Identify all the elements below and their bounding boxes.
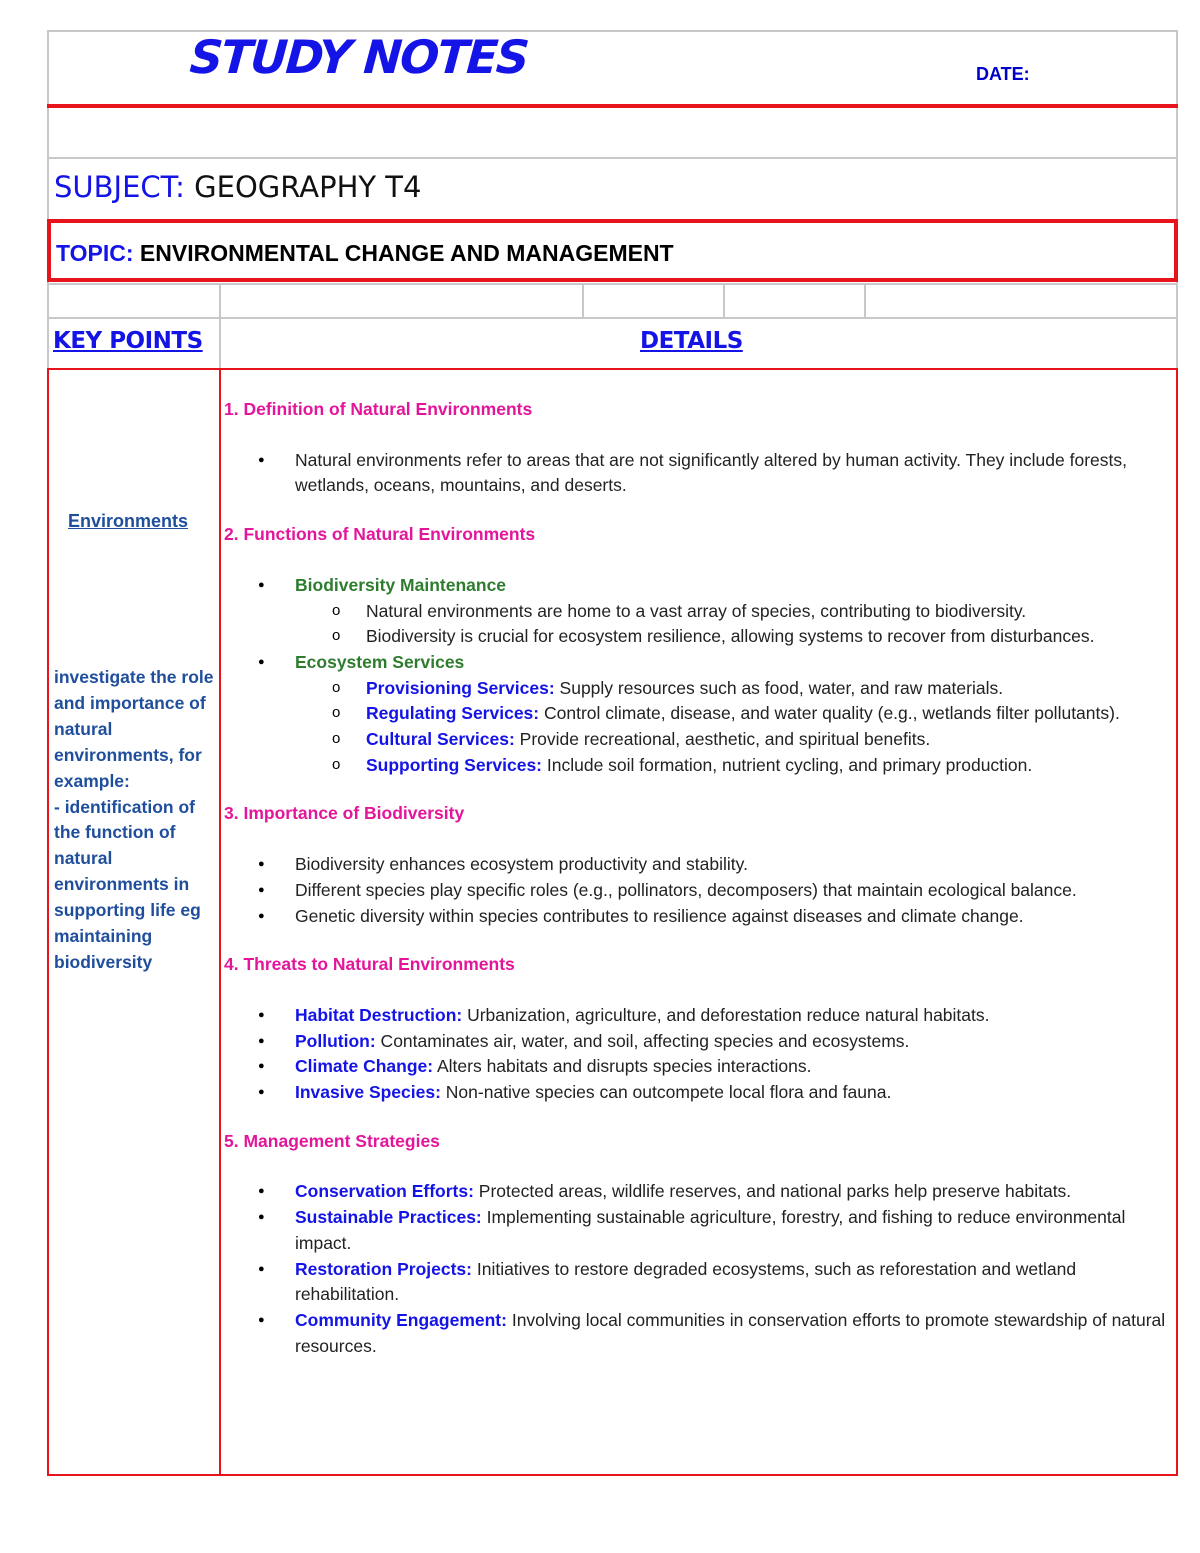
section-title: 1. Definition of Natural Environments [224,399,533,419]
sub-list-item [366,701,1176,727]
term: Community Engagement: [295,1309,507,1330]
page-title: STUDY NOTES [188,30,530,84]
subject-value: GEOGRAPHY T4 [194,170,422,204]
list-item: ● Different species play specific roles (e.g., pollinators, decomposers) that maintain ecological balance. [295,878,1176,904]
row-divider [47,283,1178,285]
header-red-divider [47,104,1178,108]
term-text: Provide recreational, aesthetic, and spiritual benefits. [514,729,931,750]
section-title: 2. Functions of Natural Environments [224,524,536,545]
list-item [295,1029,1176,1055]
details-header: DETAILS [640,328,743,354]
key-point-note: investigate the role and importance of natural environments, for example: - identification of the function of natural environments in supporting life eg maintaining biodiversity [54,667,214,972]
section-title: 3. Importance of Biodiversity [224,803,465,824]
frame-right-line [1176,30,1178,370]
term-text: Non-native species can outcompete local flora and fauna. [440,1082,892,1103]
term-text: Include soil formation, nutrient cycling, and primary production. [542,754,1033,775]
col-divider [219,283,221,369]
list-item: ● Natural environments refer to areas that are not significantly altered by human activity. They include forests, wetlands, oceans, mountains, and deserts. [295,448,1176,499]
term-text: Alters habitats and disrupts species interactions. [433,1056,812,1077]
col-divider [723,283,725,319]
term-text: Protected areas, wildlife reserves, and national parks help preserve habitats. [473,1181,1072,1202]
subject-label: SUBJECT: [54,170,185,204]
subheading: Biodiversity Maintenance [295,574,507,595]
list-item [295,1308,1176,1359]
bullet-list [224,448,1176,499]
subject-line [54,170,421,204]
sub-list-item: o Biodiversity is crucial for ecosystem resilience, allowing systems to recover from disturbances. [366,624,1176,650]
col-divider [582,283,584,319]
list-item: ● Biodiversity enhances ecosystem productivity and stability. [295,852,1176,878]
list-item [295,650,1176,779]
term: Provisioning Services: [366,677,555,698]
row-divider [47,157,1178,159]
section-title: 5. Management Strategies [224,1130,440,1151]
sub-list [295,676,1176,779]
sub-list-item: o Natural environments are home to a vast array of species, contributing to biodiversity. [366,599,1176,625]
list-item [295,573,1176,650]
term: Conservation Efforts: [295,1181,474,1202]
bullet-list [224,1003,1176,1106]
date-label: DATE: [976,64,1030,84]
term-text: Supply resources such as food, water, and raw materials. [554,677,1004,698]
term-text: Involving local communities in conservation efforts to promote stewardship of natural resources. [295,1309,1166,1356]
bullet-list [224,1179,1176,1359]
list-item [295,1179,1176,1205]
term: Pollution: [295,1030,376,1051]
term-text: Urbanization, agriculture, and deforestation reduce natural habitats. [462,1004,990,1025]
sub-list [295,599,1176,650]
term: Habitat Destruction: [295,1004,463,1025]
sub-list-item [366,753,1176,779]
col-divider [864,283,866,319]
key-points-header: KEY POINTS [53,328,203,354]
topic-line [56,240,674,267]
term: Restoration Projects: [295,1258,472,1279]
bullet-list [224,852,1176,929]
list-item [295,1257,1176,1308]
bullet-list [224,573,1176,779]
term-text: Control climate, disease, and water quality (e.g., wetlands filter pollutants). [539,703,1120,724]
term-text: Initiatives to restore degraded ecosystems, such as reforestation and wetland rehabilitation. [295,1258,1077,1305]
term: Cultural Services: [366,729,515,750]
term: Invasive Species: [295,1082,441,1103]
subheading: Ecosystem Services [295,651,465,672]
list-item [295,1054,1176,1080]
list-item: ● Genetic diversity within species contributes to resilience against diseases and climate change. [295,904,1176,930]
row-divider [47,317,1178,319]
list-item [295,1003,1176,1029]
topic-label: TOPIC: [56,240,134,266]
section-title: 4. Threats to Natural Environments [224,954,515,975]
term: Sustainable Practices: [295,1207,482,1228]
list-item [295,1205,1176,1256]
frame-left-line [47,30,49,370]
term: Regulating Services: [366,703,540,724]
key-point-heading: Environments [68,511,189,531]
list-item [295,1080,1176,1106]
sub-list-item [366,727,1176,753]
sub-list-item [366,676,1176,702]
term-text: Contaminates air, water, and soil, affecting species and ecosystems. [375,1030,910,1051]
topic-value: ENVIRONMENTAL CHANGE AND MANAGEMENT [139,240,674,266]
term: Supporting Services: [366,754,543,775]
details-content [224,397,1176,1382]
term: Climate Change: [295,1056,434,1077]
term-text: Implementing sustainable agriculture, forestry, and fishing to reduce environmental impact. [295,1207,1126,1253]
content-col-divider [219,368,221,1476]
